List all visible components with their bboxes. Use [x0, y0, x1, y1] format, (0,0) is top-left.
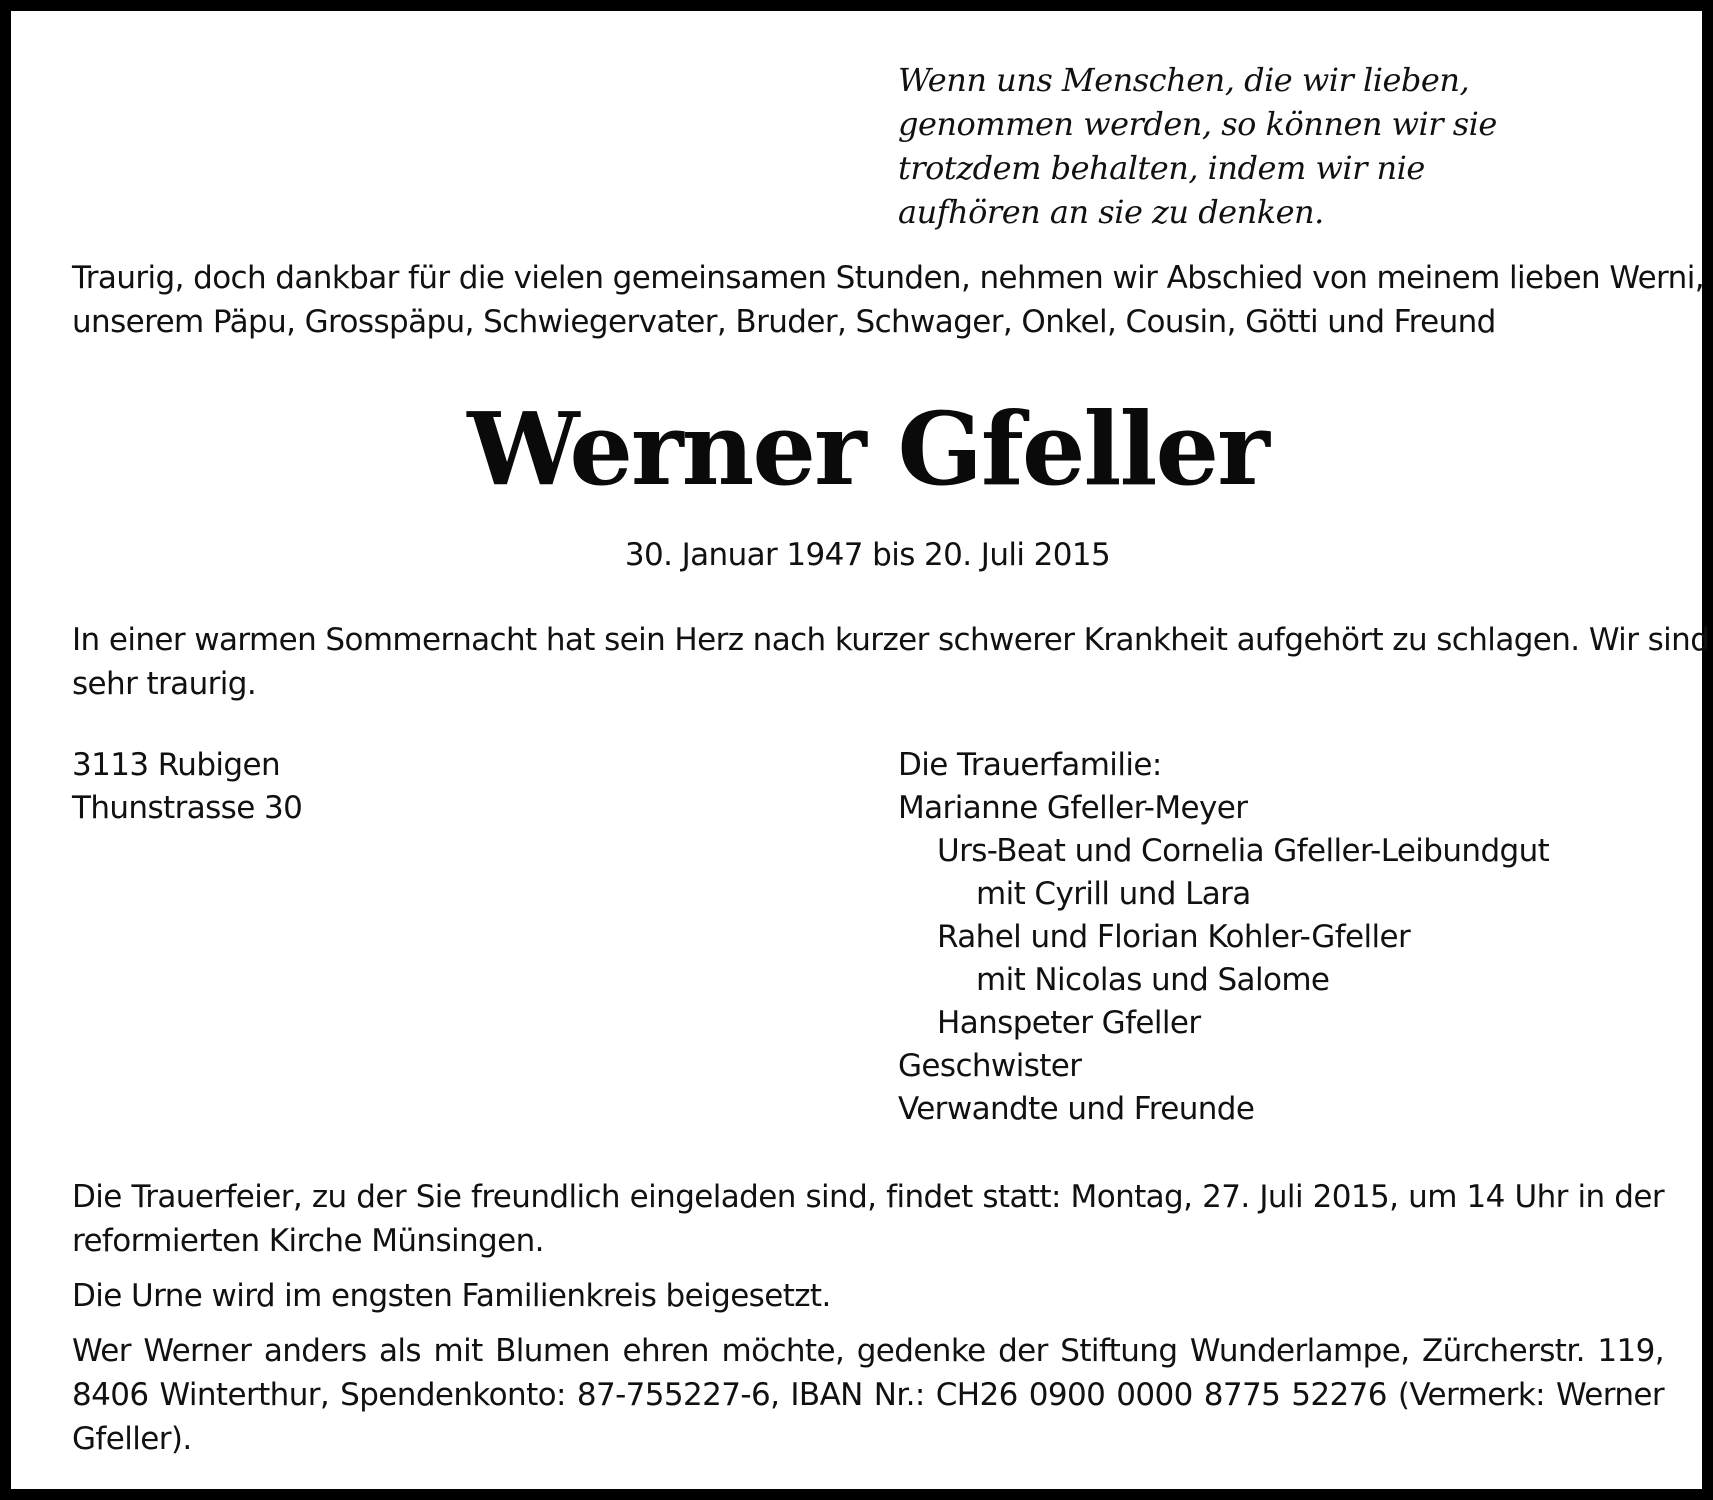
memorial-quote [898, 58, 1658, 234]
family-member: Marianne Gfeller-Meyer [898, 790, 1248, 826]
family-member: Geschwister [898, 1048, 1082, 1084]
intro-paragraph [72, 256, 1704, 344]
family-member: Rahel und Florian Kohler-Gfeller [937, 919, 1411, 955]
family-member: mit Nicolas und Salome [976, 962, 1330, 998]
address-city: 3113 Rubigen [72, 747, 281, 783]
life-dates: 30. Januar 1947 bis 20. Juli 2015 [624, 537, 1111, 573]
donation-paragraph [72, 1329, 1664, 1461]
address-street: Thunstrasse 30 [72, 790, 303, 826]
message-paragraph [72, 618, 1710, 706]
family-member: Verwandte und Freunde [898, 1091, 1255, 1127]
deceased-name: Werner Gfeller [467, 390, 1268, 508]
family-member: mit Cyrill und Lara [976, 876, 1251, 912]
family-member: Urs-Beat und Cornelia Gfeller-Leibundgut [937, 833, 1550, 869]
message-line: In einer warmen Sommernacht hat sein Herz nach kurzer schwerer Krankheit aufgehört zu schlagen. Wir sind [72, 622, 1710, 658]
service-line: reformierten Kirche Münsingen. [72, 1223, 544, 1259]
service-line: Die Trauerfeier, zu der Sie freundlich eingeladen sind, findet statt: Montag, 27. Juli 2015, um 14 Uhr in der [72, 1179, 1664, 1215]
mourning-family [898, 744, 1549, 1131]
service-paragraph [72, 1175, 1664, 1263]
donation-line: Wer Werner anders als mit Blumen ehren möchte, gedenke der Stiftung Wunderlampe, Zürcherstr. 119, [72, 1333, 1664, 1369]
intro-line: Traurig, doch dankbar für die vielen gemeinsamen Stunden, nehmen wir Abschied von meinem lieben Werni, [72, 260, 1704, 296]
quote-line: trotzdem behalten, indem wir nie [898, 149, 1425, 187]
quote-line: genommen werden, so können wir sie [898, 105, 1497, 143]
donation-line: 8406 Winterthur, Spendenkonto: 87-755227-6, IBAN Nr.: CH26 0900 0000 8775 52276 (Vermerk: Werner [72, 1377, 1664, 1413]
family-member: Hanspeter Gfeller [937, 1005, 1201, 1041]
donation-line: Gfeller). [72, 1421, 192, 1457]
quote-line: Wenn uns Menschen, die wir lieben, [898, 61, 1470, 99]
message-line: sehr traurig. [72, 666, 257, 702]
family-address [72, 744, 302, 830]
intro-line: unserem Päpu, Grosspäpu, Schwiegervater, Bruder, Schwager, Onkel, Cousin, Götti und Freund [72, 304, 1496, 340]
quote-line: aufhören an sie zu denken. [898, 193, 1324, 231]
burial-paragraph: Die Urne wird im engsten Familienkreis beigesetzt. [72, 1278, 831, 1314]
family-heading: Die Trauerfamilie: [898, 747, 1162, 783]
